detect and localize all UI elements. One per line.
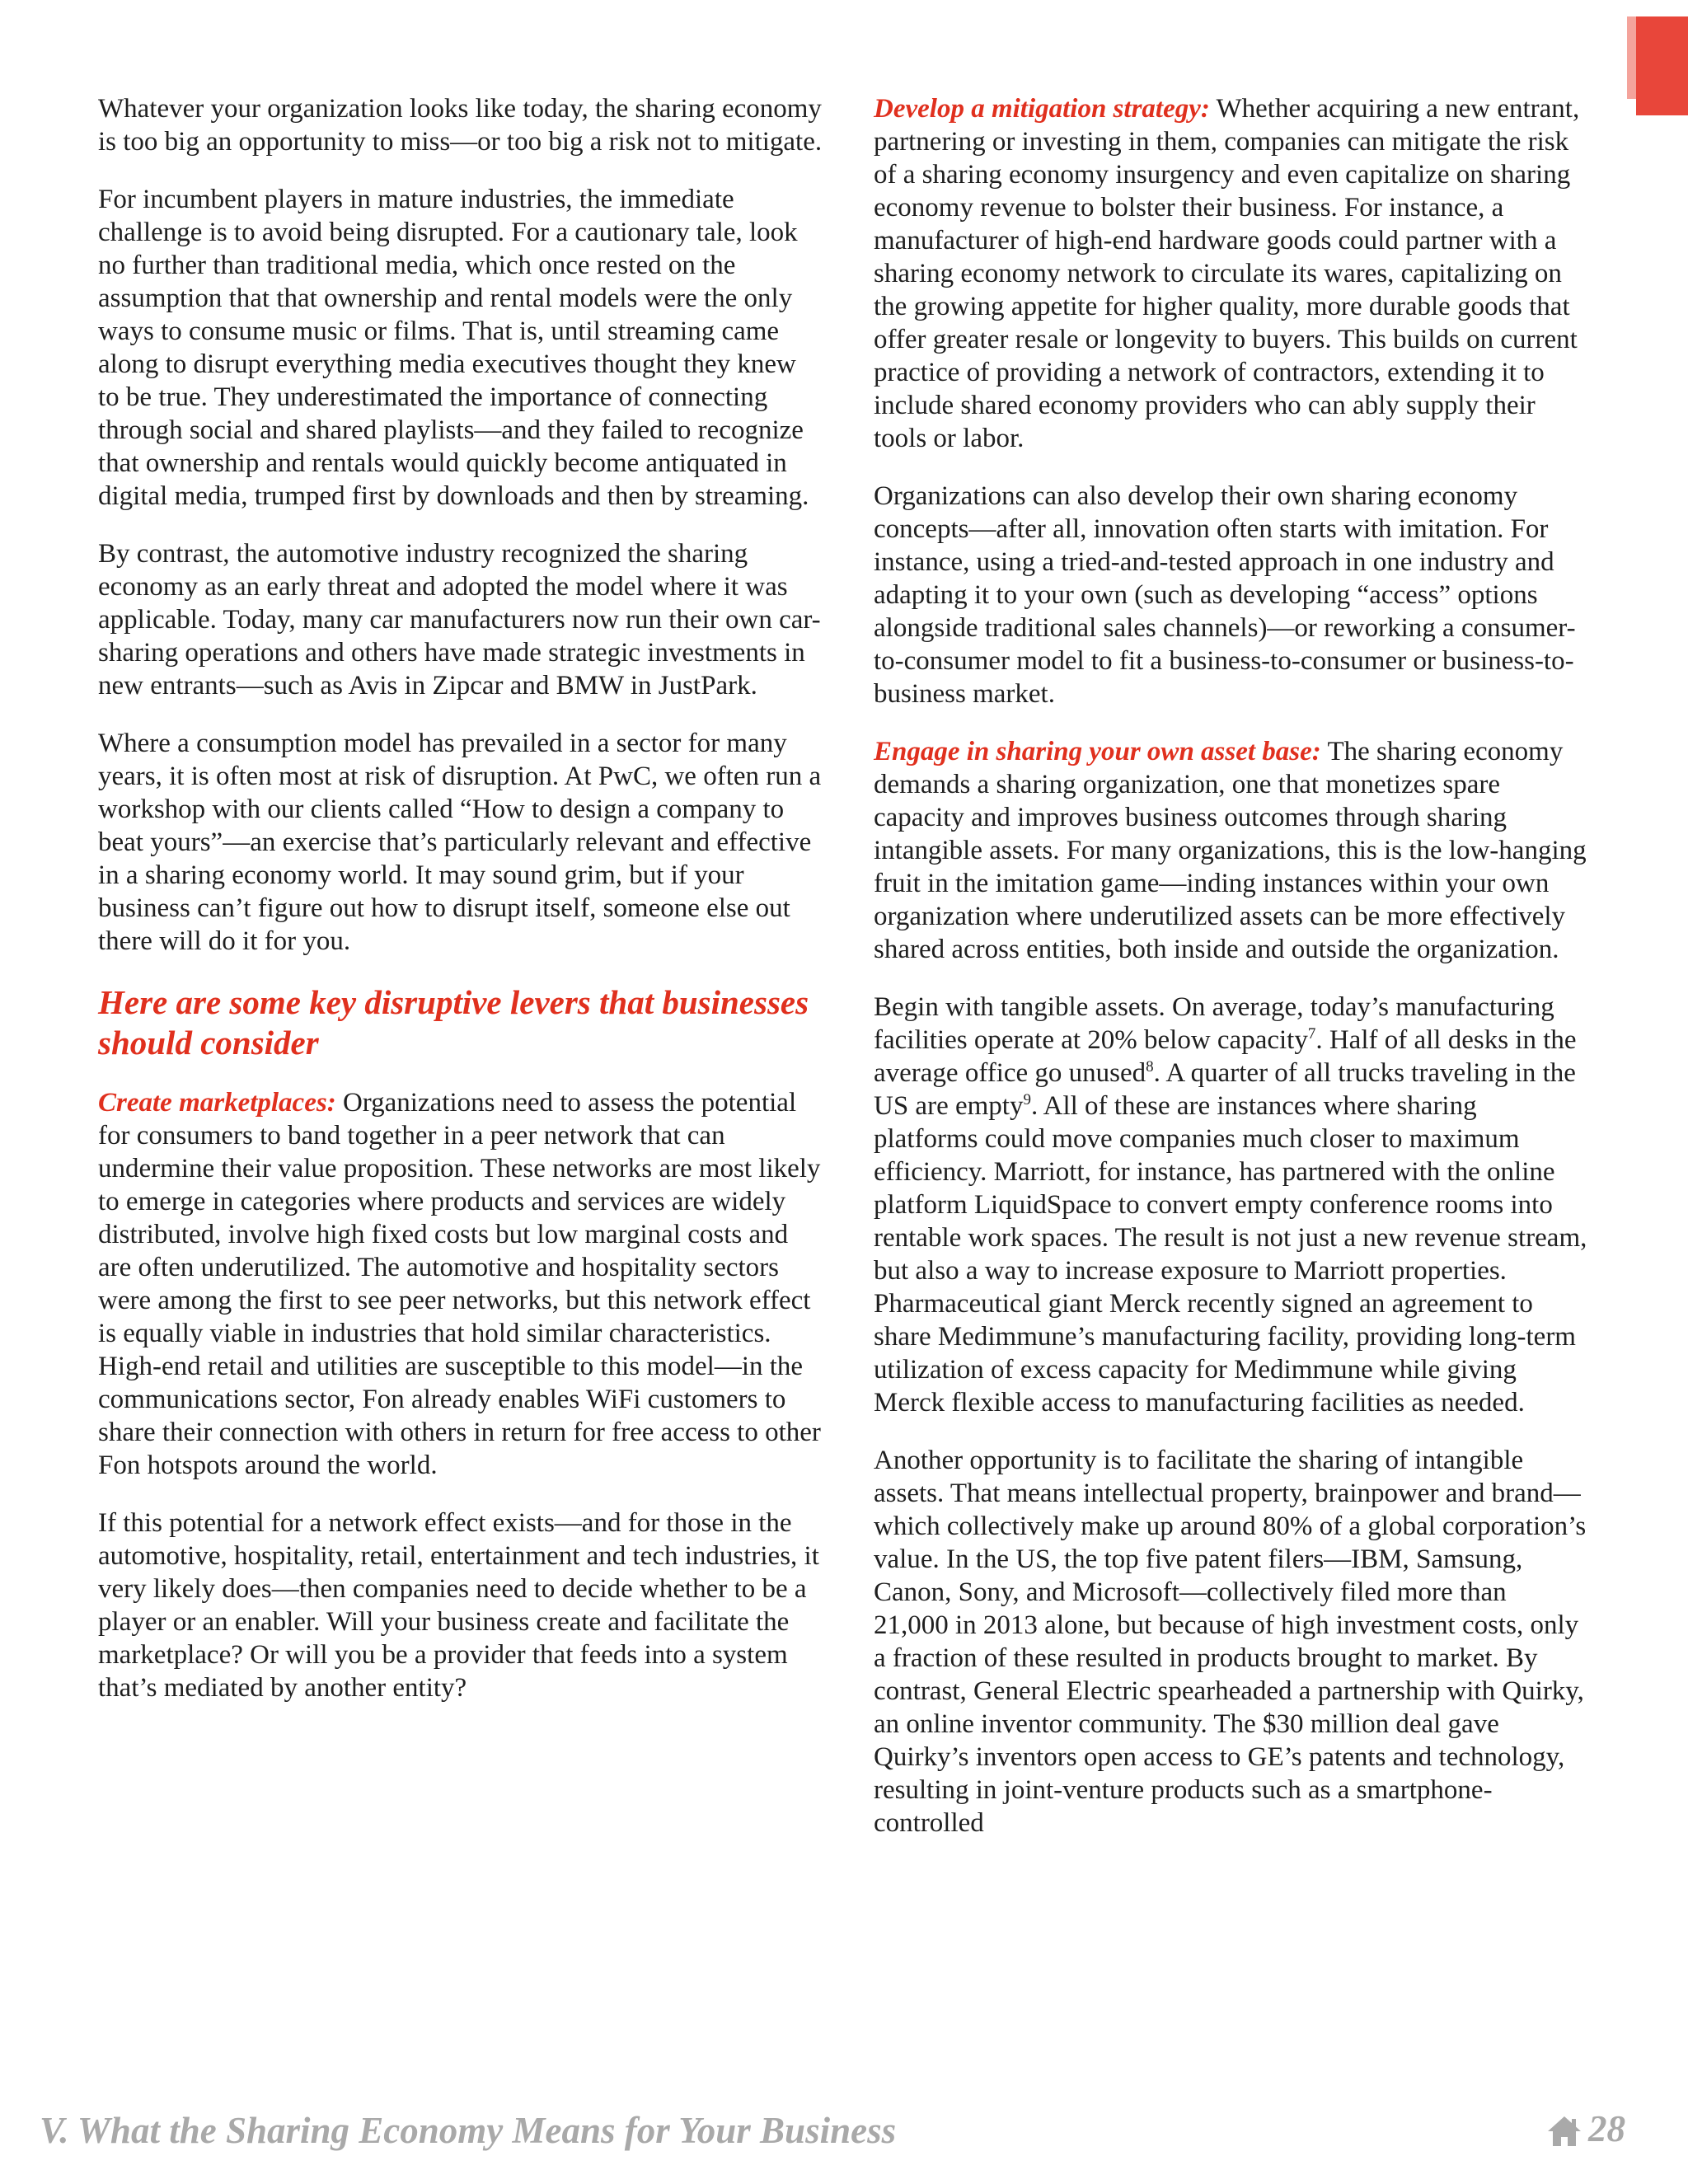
left-column — [98, 92, 823, 1729]
paragraph: Organizations can also develop their own sharing economy concepts—after all, innovation often starts with imitation. For instance, using a tried-and-tested approach in one industry and adapting it to your own (such as developing “access” options alongside traditional sales channels)—or reworking a consumer-to-consumer model to fit a business-to-consumer or business-to-business market. — [874, 481, 1576, 709]
footer-section-title: V. What the Sharing Economy Means for Your Business — [40, 2110, 897, 2151]
paragraph-text: Organizations need to assess the potential for consumers to band together in a peer network that can undermine their value proposition. These networks are most likely to emerge in categories where products and services are widely distributed, involve high fixed costs but low marginal costs and are often underutilized. The automotive and hospitality sectors were among the first to see peer networks, but this network effect is equally viable in industries that hold similar characteristics. High-end retail and utilities are susceptible to this model—in the communications sector, Fon already enables WiFi customers to share their connection with others in return for free access to other Fon hotspots around the world. — [98, 1088, 821, 1480]
paragraph: By contrast, the automotive industry recognized the sharing economy as an early threat and adopted the model where it was applicable. Today, many car manufacturers now run their own car-sharing operations and others have made strategic investments in new entrants—such as Avis in Zipcar and BMW in JustPark. — [98, 539, 821, 701]
lead-in: Develop a mitigation strategy: — [874, 94, 1210, 124]
paragraph: Where a consumption model has prevailed in a sector for many years, it is often most at risk of disruption. At PwC, we often run a workshop with our clients called “How to design a company to beat yours”—an exercise that’s particularly relevant and effective in a sharing economy world. It may sound grim, but if your business can’t figure out how to disrupt itself, someone else out there will do it for you. — [98, 729, 822, 956]
footnote-ref-9[interactable]: 9 — [1023, 1091, 1031, 1108]
page-number: 28 — [1588, 2108, 1625, 2149]
paragraph: Another opportunity is to facilitate the sharing of intangible assets. That means intellectual property, brainpower and brand—which collectively make up around 80% of a global corporation’s value. In the US, the top five patent filers—IBM, Samsung, Canon, Sony, and Microsoft—collectively filed more than 21,000 in 2013 alone, but because of high investment costs, only a fraction of these resulted in products brought to market. By contrast, General Electric spearheaded a partnership with Quirky, an online inventor community. The $30 million deal gave Quirky’s inventors open access to GE’s patents and technology, resulting in joint-venture products such as a smartphone-controlled — [874, 1446, 1587, 1838]
right-column — [874, 92, 1587, 1864]
text-segment: . Half of all desks in the average office go unused — [874, 1025, 1577, 1088]
paragraph-tangible-assets — [874, 991, 1587, 1419]
paragraph: Whatever your organization looks like today, the sharing economy is too big an opportunity to miss—or too big a risk not to mitigate. — [98, 94, 823, 157]
paragraph-asset-base — [874, 735, 1587, 966]
footnote-ref-8[interactable]: 8 — [1146, 1058, 1154, 1076]
footnote-ref-7[interactable]: 7 — [1307, 1025, 1316, 1043]
paragraph: For incumbent players in mature industries, the immediate challenge is to avoid being disrupted. For a cautionary tale, look no further than traditional media, which once rested on the assumption that that ownership and rental models were the only ways to consume music or films. That is, until streaming came along to disrupt everything media executives thought they knew to be true. They underestimated the importance of connecting through social and shared playlists—and they failed to recognize that ownership and rentals would quickly become antiquated in digital media, trumped first by downloads and then by streaming. — [98, 185, 809, 511]
lead-in: Create marketplaces: — [98, 1088, 336, 1118]
text-segment: . A quarter of all trucks traveling in the US are empty — [874, 1058, 1576, 1121]
text-segment: Begin with tangible assets. On average, today’s manufacturing facilities operate at 20% below capacity — [874, 992, 1554, 1055]
paragraph-text: Whether acquiring a new entrant, partnering or investing in them, companies can mitigate the risk of a sharing economy insurgency and even capitalize on sharing economy revenue to bolster their business. For instance, a manufacturer of high-end hardware goods could partner with a sharing economy network to circulate its wares, capitalizing on the growing appetite for higher quality, more durable goods that offer greater resale or longevity to buyers. This builds on current practice of providing a network of contractors, extending it to include shared economy providers who can ably supply their tools or labor. — [874, 94, 1580, 453]
corner-tab-shadow — [1627, 16, 1636, 99]
corner-tab — [1636, 16, 1688, 115]
paragraph-create-marketplaces — [98, 1086, 823, 1482]
paragraph-mitigation-strategy — [874, 92, 1587, 455]
paragraph: If this potential for a network effect exists—and for those in the automotive, hospitality, retail, entertainment and tech industries, it very likely does—then companies need to decide whether to be a player or an enabler. Will your business create and facilitate the marketplace? Or will you be a provider that feeds into a system that’s mediated by another entity? — [98, 1508, 819, 1703]
lead-in: Engage in sharing your own asset base: — [874, 737, 1321, 766]
paragraph-text: The sharing economy demands a sharing organization, one that monetizes spare capacity and improves business outcomes through sharing intangible assets. For many organizations, this is the low-hanging fruit in the imitation game—inding instances within your own organization where underutilized assets can be more effectively shared across entities, both inside and outside the organization. — [874, 737, 1587, 964]
text-segment: . All of these are instances where sharing platforms could move companies much closer to maximum efficiency. Marriott, for instance, has partnered with the online platform LiquidSpace to convert empty conference rooms into rentable work spaces. The result is not just a new revenue stream, but also a way to increase exposure to Marriott properties. Pharmaceutical giant Merck recently signed an agreement to share Medimmune’s manufacturing facility, providing long-term utilization of excess capacity for Medimmune while giving Merck flexible access to manufacturing facilities as needed. — [874, 1091, 1587, 1418]
section-heading: Here are some key disruptive levers that businesses should consider — [98, 983, 809, 1062]
home-icon[interactable] — [1546, 2115, 1582, 2148]
